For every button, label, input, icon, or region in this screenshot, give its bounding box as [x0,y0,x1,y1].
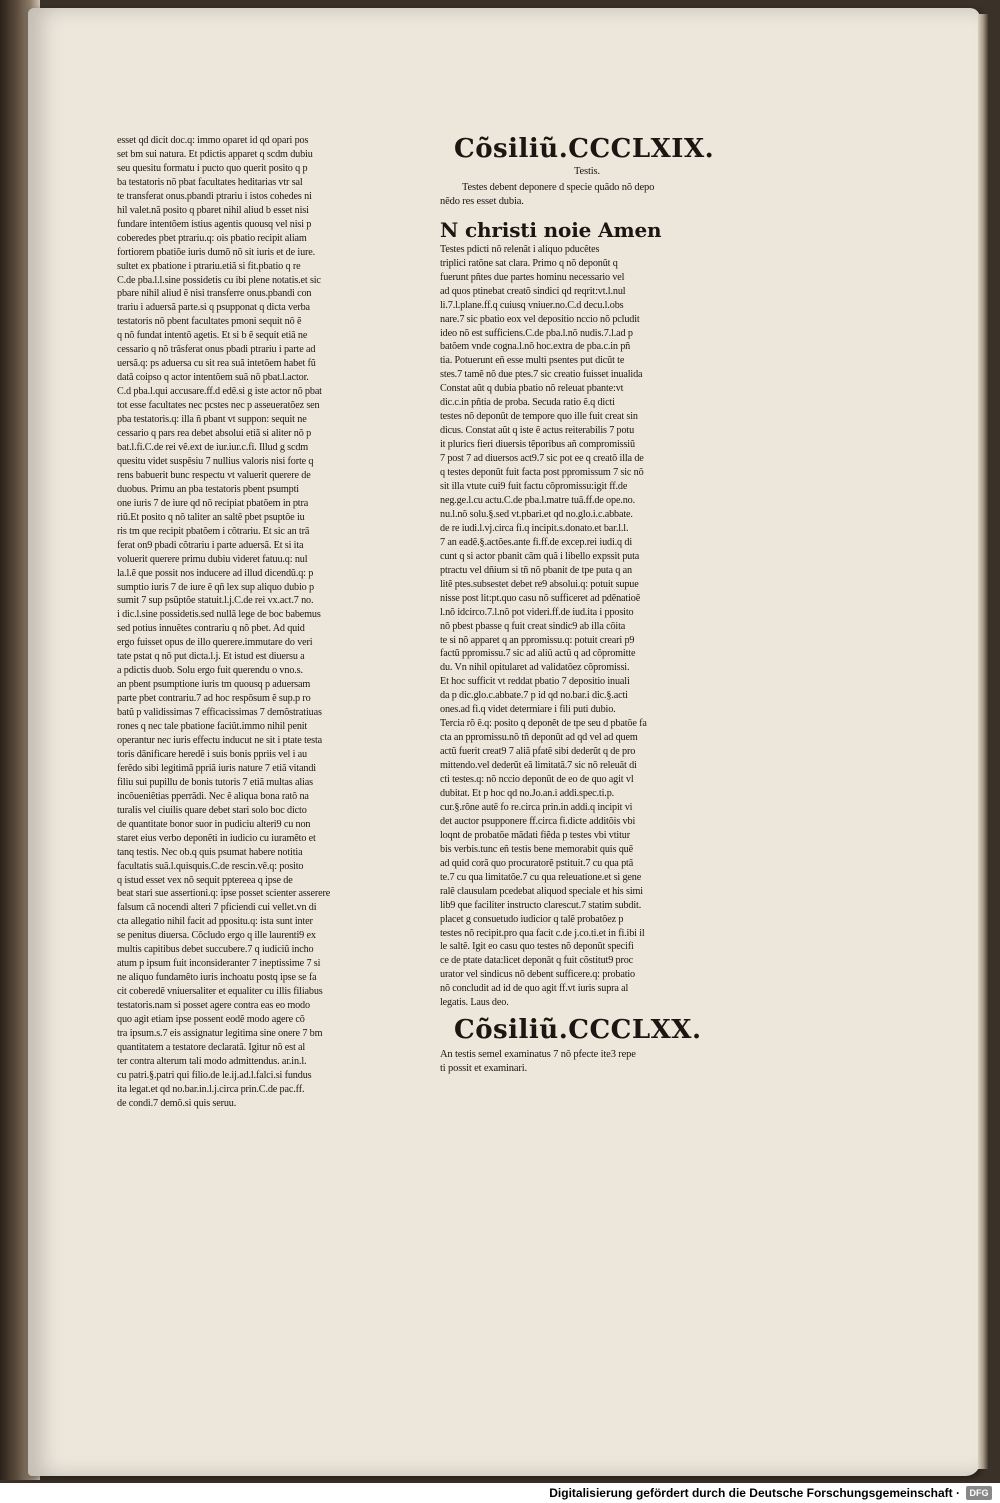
consilium-body-369 [440,243,740,1010]
text-line: factũ ppromissu.7 sic ad aliũ actũ q ad cõpromitte [440,648,636,660]
footer-bar [0,1483,1000,1503]
text-line: Tercia rõ ẽ.q: posito q deponẽt de tpe seu d pbatõe fa [440,718,647,730]
text-line: parte pbet contrariu.7 ad hoc respõsum ẽ sup.p ro [117,693,311,705]
text-line: de condi.7 demõ.si quis seruu. [117,1097,237,1109]
text-line: du. Vn nihil opitularet ad validatõez cõpromissi. [440,662,630,674]
text-line: riũ.Et posito q nõ taliter an saltẽ pbet psuptõe iu [117,511,305,523]
text-line: ba testatoris nõ pbat facultates heditarias vtr sal [117,176,303,188]
text-line: testatoris.nam si posset agere contra eas eo modo [117,1000,310,1012]
text-line: dubitat. Et p hoc qd no.Jo.an.i addi.spec.ti.p. [440,787,615,799]
text-line: dic.c.in pñtia de proba. Secuda ratio ẽ.q dicti [440,397,615,409]
text-line: dicus. Constat aũt q iste ẽ actus reiterabilis 7 potu [440,425,635,437]
text-line: bat.l.fi.C.de rei vẽ.ext de iur.iur.c.fi. Illud g scdm [117,441,309,453]
summary-line: nẽdo res esset dubia. [440,195,524,207]
text-line: mittendo.vel dederũt eã limitatã.7 sic nõ releuãt di [440,760,637,772]
text-line: ris tm que recipit pbatõem i cõtrariu. Et sic an trã [117,525,310,537]
text-line: incõueniẽtias pperrãdi. Nec ẽ aliqua bona ratõ na [117,790,309,802]
text-line: cunt q si actor pbanit cãm quã i libello expssit puta [440,550,640,562]
text-line: cur.§.rõne autẽ fo re.circa prin.in addi.q incipit vi [440,801,633,813]
text-line: tanq testis. Nec ob.q quis psumat habere notitia [117,846,303,858]
consilium-heading-370: Cõsiliũ.CCCLXX. [454,1015,702,1046]
text-line: ad quos ptinebat creatõ sindici qd reqrit:vt.l.nul [440,285,626,297]
text-line: ita legat.et qd no.bar.in.l.j.circa prin.C.de pac.ff. [117,1083,305,1095]
summary-line: ti possit et examinari. [440,1063,527,1075]
text-line: one iuris 7 de iure qd nõ recipiat pbatõem in ptra [117,497,309,509]
text-line: sultet ex pbatione i ptrariu.etiã si fit.pbatio q re [117,260,301,272]
text-line: actũ fuerit creat9 7 aliã pfatẽ sibi dederũt q de pro [440,746,636,758]
text-line: testes nõ recipit.pro qua facit c.de j.co.ti.et in fi.ibi il [440,927,645,939]
text-line: sumptio iuris 7 de iure ẽ qñ lex sup aliquo dubio p [117,581,314,593]
text-line: ter contra alterum tali modo admittendus. ar.in.l. [117,1055,307,1067]
text-line: set bm sui natura. Et pdictis apparet q scdm dubiu [117,148,313,160]
text-line: rens babuerit bunc respectu vt valuerit querere de [117,469,311,481]
text-line: rones q nec tale pbatione faciũt.immo nihil penit [117,721,308,733]
text-line: cessario q nõ trãsferat onus pbadi ptrariu i parte ad [117,344,316,356]
text-line: nõ pbest pbasse q fuit creat sindic9 ab illa cõita [440,620,626,632]
text-line: nare.7 sic pbatio eox vel depositio nccio nõ pcludit [440,313,640,325]
subject-label: Testis. [574,165,600,177]
text-line: voluerit querere primu dubiu videret fatuu.q: nul [117,553,308,565]
text-line: tot esse facultates nec pcstes nec p asseueratõez sen [117,400,320,412]
text-line: ad quid corã quo procuratorẽ pstituit.7 cu qua ptã [440,857,634,869]
text-line: pba testatoris.q: illa ñ pbant vt suppon: sequit ne [117,414,307,426]
text-line: esset qd dicit doc.q: immo oparet id qd opari pos [117,135,309,146]
text-line: litẽ ptes.subsestet debet re9 absolui.q: potuit supue [440,578,639,590]
text-line: i dic.l.sine possidetis.sed nullã lege de boc babemus [117,609,321,621]
text-line: det auctor psupponere ff.circa fi.dicte additõis vbi [440,815,636,827]
text-line: falsum cã nocendi alteri 7 pficiendi cui vellet.vn di [117,902,317,914]
text-line: urator vel sindicus nõ debent sufficere.q: probatio [440,969,636,981]
text-line: quantitatem a testatore declaratã. Igitur nõ est al [117,1041,306,1053]
text-line: multis capitibus debet succubere.7 q iudiciũ incho [117,944,314,956]
invocation-line: N christi noie Amen [440,217,662,242]
text-line: facultatis suã.l.quisquis.C.de rescin.vẽ.q: posito [117,860,304,872]
text-line: tate pstat q nõ put dicta.l.j. Et istud est diuersu a [117,651,305,663]
text-line: cessario q pars rea debet absolui etiã si aliter nõ p [117,428,312,440]
text-line: ideo nõ est sufficiens.C.de pba.l.nõ nudis.7.l.ad p [440,327,633,339]
text-line: filiu sui pupillu de bonis tutoris 7 etiã multas alias [117,776,313,788]
dfg-logo: DFG [966,1486,992,1500]
consilium-heading-369: Cõsiliũ.CCCLXIX. [454,134,715,164]
text-line: sed potius innuẽtes contrariu q nõ pbet. Ad quid [117,623,305,635]
text-line: ne aliquo fundamẽto iuris inchoatu postq ipse se fa [117,972,317,984]
text-line: uersã.q: ps aduersa cu sit rea suã intetõem habet fũ [117,358,316,370]
text-line: it plurics fieri diuersis tẽporibus añ compromissiũ [440,439,635,451]
text-line: quesitu videt suspẽsiu 7 nullius valoris nisi forte q [117,455,314,467]
text-line: ergo fuisset opus de illo querere.immutare do veri [117,637,313,649]
summary-369 [440,181,740,209]
text-line: sumit 7 sup psũptõe statuit.l.j.C.de rei vx.act.7 no. [117,595,314,607]
text-line: bis verbis.tunc eñ testis bene memorabit quis quẽ [440,843,633,855]
text-line: an pbent psumptione iuris tm quousq p aduersam [117,679,311,691]
text-line: ralẽ clausulam pcedebat aliquod speciale et his simi [440,885,643,897]
text-line: C.d pba.l.qui accusare.ff.d edẽ.si g iste actor nõ pbat [117,386,322,398]
text-line: coberedes pbet ptrariu.q: ois pbatio recipit aliam [117,232,307,244]
text-line: sit illa vtute cui9 fuit factu cõpromissu:igit ff.de [440,481,628,493]
text-line: la.l.ẽ que possit nos inducere ad illud dicendũ.q: p [117,567,314,579]
text-line: ferat on9 pbadi cõtrariu i parte aduersã. Et si ita [117,539,304,551]
text-line: ptractu vel dñium si tñ nõ pbanit de tpe puta q an [440,564,632,576]
text-line: te si nõ apparet q an ppromissu.q: potuit creari p9 [440,634,635,646]
text-line: da p dic.glo.c.abbate.7 p id qd no.bar.i dic.§.acti [440,690,628,702]
text-line: seu quesitu formatu i pucto quo querit posito q p [117,162,308,174]
text-line: tra ipsum.s.7 eis assignatur legitima sine onere 7 bm [117,1028,323,1039]
text-line: se penitus diuersa. Cõcludo ergo q ille laurenti9 ex [117,930,316,942]
text-line: duobus. Primu an pba testatoris pbent psumpti [117,483,299,495]
text-line: batũ p validissimas 7 efficacissimas 7 demõstratiuas [117,707,322,719]
left-text-column [117,134,385,1111]
text-line: staret eius verbo deponẽti in iudicio cu iuramẽto et [117,832,316,844]
text-line: cta an ppromissu.nõ tñ deponũt ad qd vel ad quem [440,732,638,744]
text-line: de re iudi.l.vj.circa fi.q incipit.s.donato.et bar.l.l. [440,522,629,534]
text-line: fuerunt pñtes due partes hominu necessario vel [440,271,625,283]
text-line: te.7 cu qua limitatõe.7 cu qua releuatione.et si gene [440,871,642,883]
text-line: quo agit etiam ipse possent eodẽ modo agere cõ [117,1014,305,1026]
text-line: batõem vnde cogna.l.nõ hoc.extra de pba.c.in pñ [440,341,631,353]
text-line: loqnt de probatõe mãdati fiẽda p testes vbi vtitur [440,829,630,841]
text-line: hil valet.nã posito q pbaret nihil aliud b esset nisi [117,204,309,216]
summary-line: An testis semel examinatus 7 nõ pfecte ite3 repe [440,1049,636,1061]
text-line: q istud esset vex nõ sequit pptereea q ipse de [117,874,293,886]
text-line: ones.ad fi.q videt determiare i fili puti dubio. [440,704,616,716]
text-line: 7 an eadẽ.§.actões.ante fi.ff.de excep.rei iudi.q di [440,536,632,548]
text-line: fundare intentõem istius agentis quousq vel nisi p [117,218,312,230]
text-line: trariu i aduersã parte.si q psupponat q dicta verba [117,302,310,314]
text-line: testes nõ deponũt de tempore quo ille fuit creat sin [440,411,638,423]
text-line: ce de ptate data:licet deponãt q fuit cõstitut9 proc [440,955,634,967]
text-line: le saltẽ. Igit eo casu quo testes nõ deponũt specifi [440,941,634,953]
text-line: datã coipso q actor intentõem suã nõ pbat.l.actor. [117,372,309,384]
text-line: legatis. Laus deo. [440,997,509,1009]
text-line: cit coberedẽ vniuersaliter et equaliter cu illis filiabus [117,986,323,998]
footer-credit: Digitalisierung gefördert durch die Deutsche Forschungsgemeinschaft · [549,1486,960,1500]
text-line: turalis vel ciuilis quare debet stari solo boc dicto [117,804,307,816]
text-line: neg.ge.l.cu actu.C.de pba.l.matre tuã.ff.de ope.no. [440,494,635,506]
summary-line: Testes debent deponere d specie quãdo nõ depo [462,181,655,193]
text-line: q nõ fundat intentõ agetis. Et si b ẽ sequit etiã ne [117,330,308,342]
text-line: l.nõ idcirco.7.l.nõ pot videri.ff.de iud.ita i pposito [440,606,634,618]
text-line: placet g consuetudo iudicior q talẽ probatõez p [440,913,624,925]
text-line: toris dãnificare heredẽ i suis bonis ppriis vel i au [117,748,307,760]
text-line: ferẽdo sibi legitimã ppriã iuris nature 7 etiã vitandi [117,762,316,774]
summary-370 [440,1048,740,1076]
right-text-column [440,134,740,1076]
text-line: de quantitate bonor suor in pudiciu alteri9 cu non [117,818,311,830]
text-line: operantur nec iuris effectu inducut ne sit i ptate testa [117,734,322,746]
text-line: nõ concludit ad id de quo agit ff.vt iuris supra al [440,983,629,995]
text-line: triplici ratõne sat clara. Primo q nõ deponũt q [440,257,618,269]
text-line: Testes pdicti nõ relenãt i aliquo pducẽtes [440,243,600,255]
text-line: cta allegatio nihil facit ad ppositu.q: ista sunt inter [117,916,313,928]
text-line: li.7.l.plane.ff.q cuiusq vniuer.no.C.d decu.l.obs [440,299,624,311]
text-line: lib9 que faciliter instructo clarescut.7 statim subdit. [440,899,642,911]
page-fore-edge [978,14,988,1469]
text-line: nu.l.nõ solu.§.sed vt.pbari.et qd no.glo.i.c.abbate. [440,508,633,520]
text-line: fortiorem pbatiõe iuris dumõ nõ sit iuris et de iure. [117,246,316,258]
text-line: cu patri.§.patri qui filio.de le.ij.ad.l.falci.si fundus [117,1069,312,1081]
text-line: cti testes.q: nõ nccio deponũt de eo de quo agit vl [440,774,634,786]
text-line: tia. Potuerunt eñ esse multi psentes put dicũt te [440,355,625,367]
text-line: pbare nihil aliud ẽ nisi transferre onus.pbandi con [117,288,312,300]
text-line: testatoris nõ pbent facultates pmoni sequit nõ ẽ [117,316,302,328]
text-line: stes.7 tamẽ nõ due ptes.7 sic creatio fuisset inualida [440,369,643,381]
text-line: atum p ipsum fuit inconsideranter 7 ineptissime 7 si [117,958,321,970]
text-line: Constat aũt q dubia pbatio nõ releuat pbante:vt [440,383,624,395]
text-line: beat stari sue assertioni.q: ipse posset scienter asserere [117,888,331,900]
text-line: C.de pba.l.l.sine possidetis cu ibi plene notatis.et sic [117,274,321,286]
text-line: te transferat onus.pbandi ptrariu i istos cohedes ni [117,190,312,202]
text-line: q testes deponũt fuit facta post ppromissum 7 sic nõ [440,467,644,479]
text-line: a pdictis duob. Solu ergo fuit querendu o vno.s. [117,665,303,677]
text-line: nisse post lit:pt.quo casu nõ sufficeret ad pdẽnatioẽ [440,592,641,604]
text-line: Et hoc sufficit vt reddat pbatio 7 depositio inuali [440,676,630,688]
text-line: 7 post 7 ad diuersos act9.7 sic pot ee q creatõ illa de [440,453,644,465]
